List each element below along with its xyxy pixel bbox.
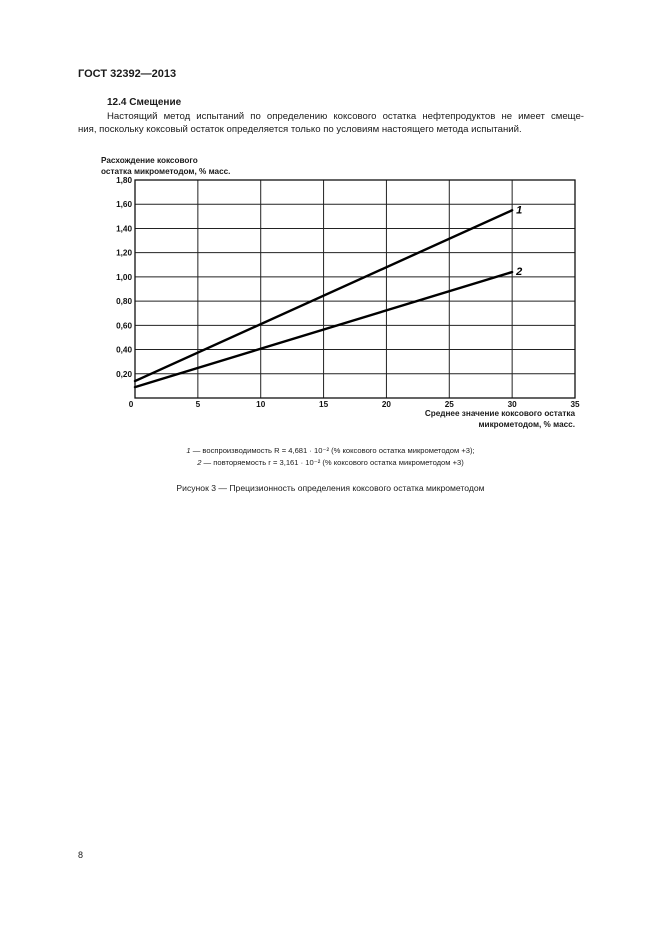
y-tick-label-3: 0,60 [116, 321, 132, 331]
series-label-1: 1 [516, 204, 523, 217]
x-tick-label-0: 0 [128, 400, 134, 409]
legend-line-2 [0, 458, 661, 467]
y-tick-label-6: 1,20 [116, 248, 132, 258]
legend-1-text: — воспроизводимость R = 4,681 · 10⁻² (% коксового остатка микрометодом +3); [190, 446, 475, 455]
x-tick-label-1: 5 [195, 400, 201, 409]
document-header: ГОСТ 32392—2013 [78, 68, 177, 80]
y-axis-label-line-1: Расхождение коксового [101, 156, 198, 165]
page-number: 8 [78, 850, 84, 860]
y-tick-label-5: 1,00 [116, 272, 132, 282]
y-axis-label-line-2: остатка микрометодом, % масс. [101, 167, 231, 176]
y-tick-label-8: 1,60 [116, 200, 132, 210]
x-tick-label-7: 35 [570, 400, 580, 409]
y-tick-label-9: 1,80 [116, 176, 132, 185]
x-tick-label-2: 10 [256, 400, 266, 409]
x-tick-label-6: 30 [507, 400, 517, 409]
section-title: 12.4 Смещение [107, 97, 182, 108]
y-tick-label-1: 0,20 [116, 369, 132, 379]
x-tick-label-4: 20 [381, 400, 391, 409]
legend-2-number: 2 [197, 458, 202, 467]
y-tick-label-7: 1,40 [116, 224, 132, 234]
x-axis-label [425, 408, 575, 430]
legend-2-text: — повторяемость r = 3,161 · 10⁻² (% коксового остатка микрометодом +3) [201, 458, 464, 467]
paragraph-line-2: ния, поскольку коксовый остаток определяется только по условиям настоящего метода испытаний. [78, 124, 522, 135]
paragraph-line-1: Настоящий метод испытаний по определению коксового остатка нефтепродуктов не имеет смеще- [107, 111, 584, 122]
series-label-2: 2 [516, 266, 523, 279]
legend-1-number: 1 [186, 446, 191, 455]
x-axis-label-line-1: Среднее значение коксового остатка [424, 409, 575, 418]
x-tick-label-5: 25 [444, 400, 454, 409]
x-tick-label-3: 15 [319, 400, 329, 409]
y-tick-label-2: 0,40 [116, 345, 132, 355]
legend-line-1 [0, 446, 661, 455]
y-tick-label-4: 0,80 [116, 297, 132, 307]
figure-caption: Рисунок 3 — Прецизионность определения коксового остатка микрометодом [176, 483, 485, 493]
x-axis-label-line-2: микрометодом, % масс. [478, 420, 575, 429]
